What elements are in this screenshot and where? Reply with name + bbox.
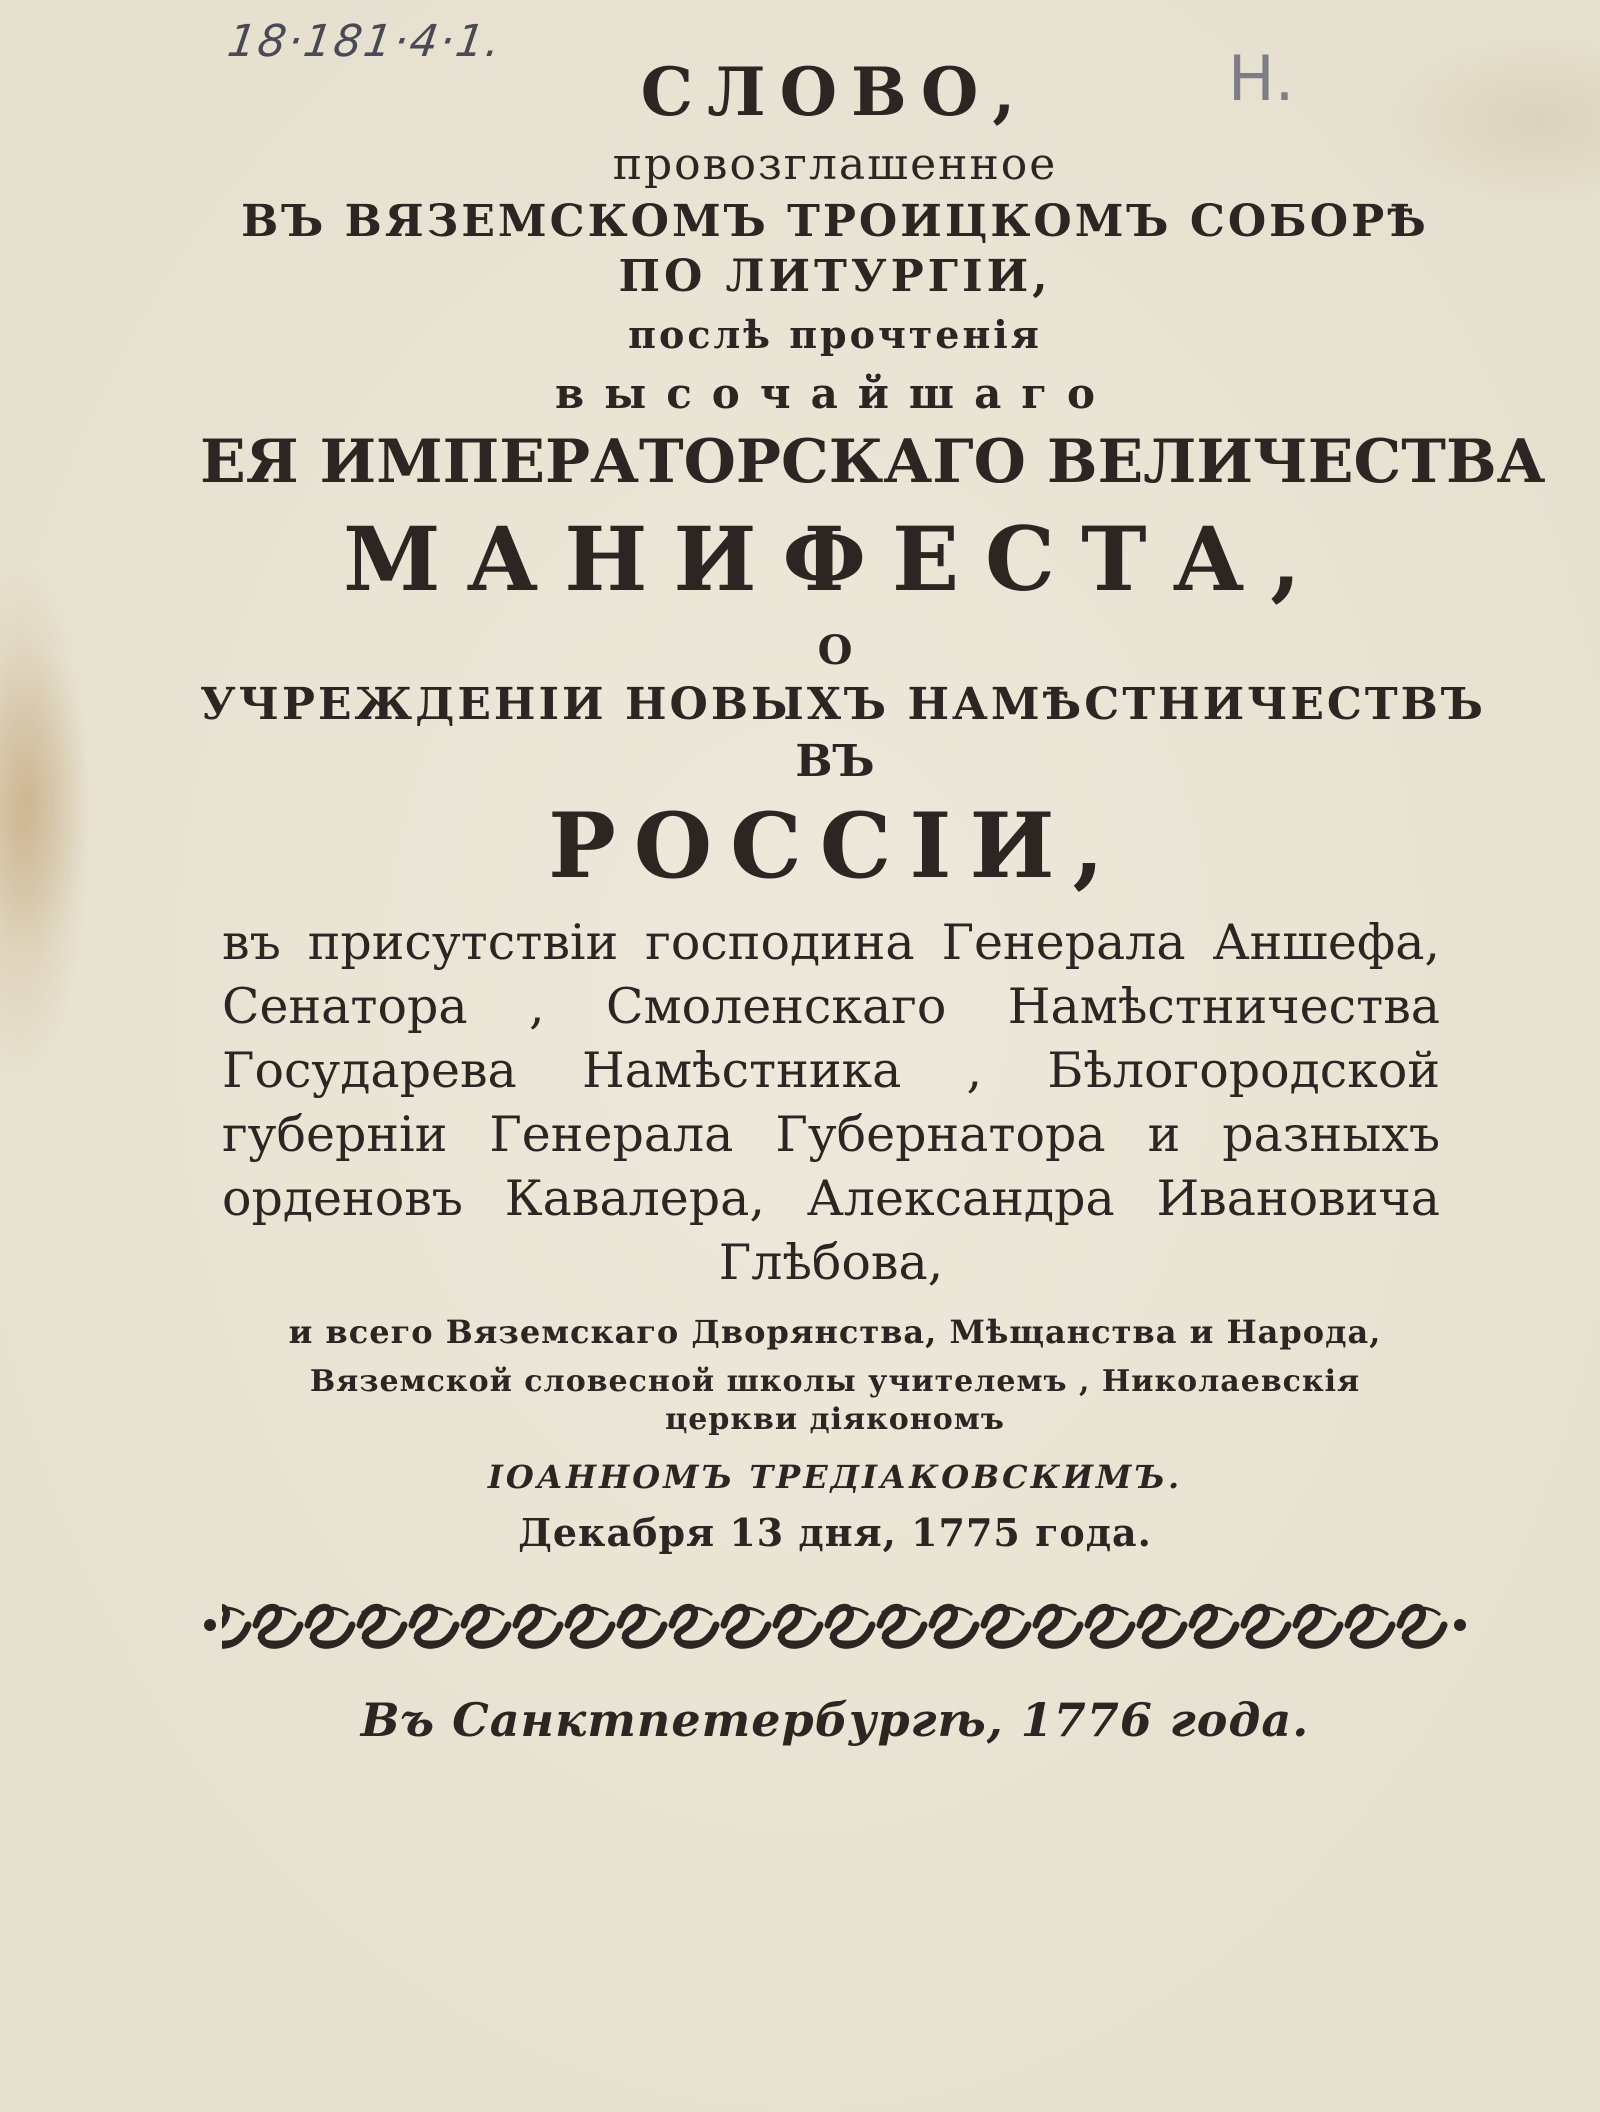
title-line-12: и всего Вяземскаго Дворянства, Мѣщанства и Народа, (288, 1313, 1382, 1352)
title-line-13: Вяземской словесной школы учителемъ , Николаевскія (309, 1363, 1361, 1399)
title-line-2: ВЪ ВЯЗЕМСКОМЪ ТРОИЦКОМЪ СОБОРѢ (241, 196, 1429, 248)
dedication-paragraph (222, 911, 1440, 1295)
title-line-8: О (817, 627, 853, 675)
water-stain (0, 640, 90, 960)
title-line-3: ПО ЛИТУРГІИ, (618, 251, 1052, 303)
paragraph-line: орденовъ Кавалера, Александра Ивановича (222, 1170, 1440, 1228)
title-line-11: РОССІИ, (548, 793, 1122, 900)
paragraph-line: губерніи Генерала Губернатора и разныхъ (222, 1106, 1440, 1164)
handwritten-letter: Н. (1228, 42, 1295, 115)
ornament-border (200, 1595, 1470, 1655)
paragraph-line: Государева Намѣстника , Бѣлогородской (222, 1042, 1440, 1100)
title-line-9: УЧРЕЖДЕНІИ НОВЫХЪ НАМѢСТНИЧЕСТВЪ (200, 678, 1486, 730)
title-block (200, 50, 1546, 1747)
title-line-7: МАНИФЕСТА, (343, 507, 1327, 612)
imprint-line: Въ Санктпетербургѣ, 1776 года. (360, 1692, 1310, 1747)
title-line-10: ВЪ (795, 736, 875, 788)
paragraph-line: въ присутствіи господина Генерала Аншефа, (222, 914, 1440, 972)
title-line-4: послѣ прочтенія (628, 311, 1042, 357)
title-line-6: ЕЯ ИМПЕРАТОРСКАГО ВЕЛИЧЕСТВА (200, 427, 1546, 498)
title-line-5: высочайшаго (554, 369, 1116, 419)
date-line: Декабря 13 дня, 1775 года. (518, 1509, 1152, 1555)
title-line-1: провозглашенное (612, 138, 1058, 190)
author-line: ІОАННОМЪ ТРЕДІАКОВСКИМЪ. (487, 1458, 1183, 1497)
paragraph-line: Сенатора , Смоленскаго Намѣстничества (222, 978, 1440, 1036)
paragraph-line: Глѣбова, (718, 1234, 944, 1292)
handwritten-shelfmark: 18·181·4·1. (224, 16, 506, 67)
title-line-14: церкви діякономъ (665, 1401, 1005, 1437)
page-title: СЛОВО, (640, 53, 1030, 131)
